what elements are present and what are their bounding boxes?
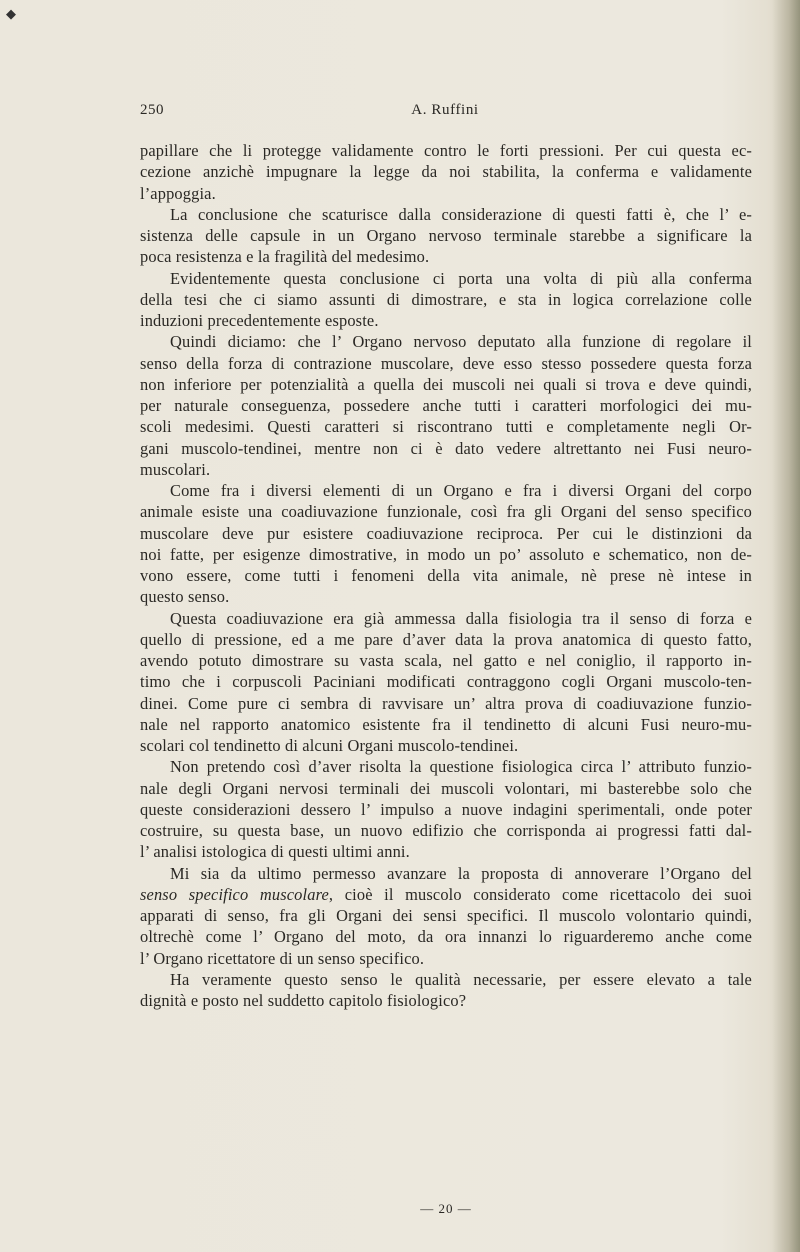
paragraph — [140, 204, 752, 268]
page-edge-shadow — [772, 0, 800, 1252]
text-line: scolari col tendinetto di alcuni Organi muscolo-tendinei. — [140, 736, 519, 755]
text-line: questo senso. — [140, 587, 230, 607]
text-line: Mi sia da ultimo permesso avanzare la proposta di annoverare l’Organo del — [170, 863, 752, 883]
text-line: Ha veramente questo senso le qualità necessarie, per essere elevato a tale — [170, 969, 752, 989]
text-line: queste considerazioni dessero l’ impulso a nuove indagini sperimentali, onde poter — [140, 799, 752, 819]
page-number: 250 — [140, 102, 164, 118]
text-line: sistenza delle capsule in un Organo nervoso terminale starebbe a significare la — [140, 226, 752, 245]
signature-mark: — 20 — — [420, 1201, 472, 1216]
text-line: nale degli Organi nervosi terminali dei muscoli volontari, mi basterebbe solo che — [140, 778, 752, 798]
text-line: Evidentemente questa conclusione ci porta una volta di più alla conferma — [170, 268, 752, 288]
text-line-rest: , cioè il muscolo considerato come ricettacolo dei suoi — [328, 884, 752, 904]
text-line: costruire, su questa base, un nuovo edifizio che corrisponda ai progressi fatti dal- — [140, 821, 752, 840]
text-line: dinei. Come pure ci sembra di ravvisare un’ altra prova di coadiuvazione funzio- — [140, 693, 752, 713]
text-line: non inferiore per potenzialità a quella dei muscoli nei quali si trova e deve quindi, — [140, 374, 752, 394]
text-line: papillare che li protegge validamente contro le forti pressioni. Per cui questa ec- — [140, 141, 752, 160]
text-line: cezione anzichè impugnare la legge da noi stabilita, la conferma e validamente — [140, 162, 752, 182]
text-line: l’ Organo ricettatore di un senso specifico. — [140, 948, 425, 968]
text-line: Come fra i diversi elementi di un Organo e fra i diversi Organi del corpo — [170, 481, 752, 500]
text-line: l’appoggia. — [140, 183, 216, 203]
paragraph — [140, 480, 752, 608]
page-header — [140, 102, 750, 126]
paragraph — [140, 608, 752, 757]
text-line: induzioni precedentemente esposte. — [140, 311, 379, 330]
text-line: La conclusione che scaturisce dalla considerazione di questi fatti è, che l’ e- — [170, 204, 752, 224]
text-line: nale nel rapporto anatomico esistente fra il tendinetto di alcuni Fusi neuro-mu- — [140, 714, 752, 734]
paragraph — [140, 969, 752, 1012]
text-line: muscolare deve pur esistere coadiuvazione reciproca. Per cui le distinzioni da — [140, 523, 752, 543]
text-line: noi fatte, per esigenze dimostrative, in modo un po’ assoluto e schematico, non de- — [140, 544, 752, 564]
text-line: per naturale conseguenza, possedere anche tutti i caratteri morfologici dei mu- — [140, 396, 752, 415]
text-line: timo che i corpuscoli Paciniani modificati contraggono cogli Organi muscolo-ten- — [140, 672, 752, 692]
paragraph — [140, 268, 752, 332]
text-line: dignità e posto nel suddetto capitolo fisiologico? — [140, 991, 467, 1010]
paragraph — [140, 863, 752, 969]
text-line: scoli medesimi. Questi caratteri si riscontrano tutti e completamente negli Or- — [140, 417, 752, 437]
text-line: oltrechè come l’ Organo del moto, da ora innanzi lo riguarderemo anche come — [140, 927, 752, 947]
paragraph — [140, 140, 752, 204]
text-line: vono essere, come tutti i fenomeni della vita animale, nè prese nè intese in — [140, 566, 752, 585]
text-line: senso della forza di contrazione muscolare, deve esso stesso possedere questa forza — [140, 353, 752, 373]
text-line: muscolari. — [140, 459, 211, 479]
running-head: A. Ruffini — [411, 102, 479, 118]
text-line: gani muscolo-tendinei, mentre non ci è dato vedere altrettanto nei Fusi neuro- — [140, 438, 752, 458]
text-line — [140, 884, 752, 905]
text-line: poca resistenza e la fragilità del medesimo. — [140, 247, 430, 267]
text-line: l’ analisi istologica di questi ultimi anni. — [140, 842, 410, 862]
text-line: Non pretendo così d’aver risolta la questione fisiologica circa l’ attributo funzio- — [170, 757, 752, 777]
text-line: quello di pressione, ed a me pare d’aver data la prova anatomica di questo fatto, — [140, 629, 752, 649]
italic-term: senso specifico muscolare — [140, 884, 329, 904]
text-line: animale esiste una coadiuvazione funzionale, così fra gli Organi del senso specifico — [140, 502, 752, 522]
text-line: Quindi diciamo: che l’ Organo nervoso deputato alla funzione di regolare il — [170, 332, 752, 352]
body-text — [140, 140, 752, 1011]
text-line: avendo potuto dimostrare su vasta scala, nel gatto e nel coniglio, il rapporto in- — [140, 651, 752, 670]
text-line: della tesi che ci siamo assunti di dimostrare, e sta in logica correlazione colle — [140, 289, 752, 309]
text-line: apparati di senso, fra gli Organi dei sensi specifici. Il muscolo volontario quindi, — [140, 906, 752, 925]
paragraph — [140, 331, 752, 480]
paragraph — [140, 756, 752, 862]
corner-marker: ◆ — [6, 6, 16, 21]
text-line: Questa coadiuvazione era già ammessa dalla fisiologia tra il senso di forza e — [170, 608, 752, 628]
